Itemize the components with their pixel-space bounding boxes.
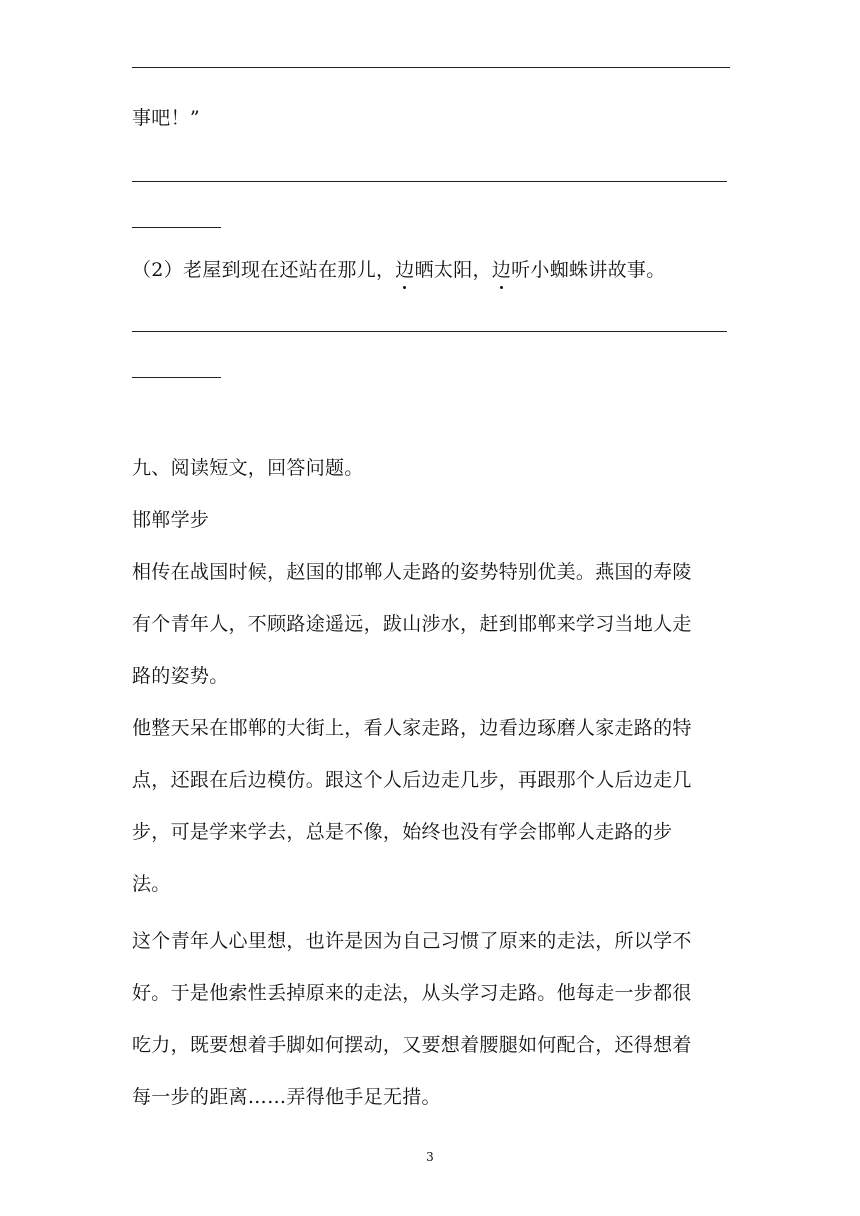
answer-line [132,181,727,182]
question-8-2-suffix: 听小蜘蛛讲故事。 [511,259,666,281]
passage-line: 好。于是他索性丢掉原来的走法，从头学习走路。他每走一步都很 [132,982,692,1004]
passage-line: 有个青年人，不顾路途遥远，跋山涉水，赶到邯郸来学习当地人走 [132,613,692,635]
passage-line: 相传在战国时候，赵国的邯郸人走路的姿势特别优美。燕国的寿陵 [132,561,692,583]
answer-line [132,67,730,68]
answer-line-short [132,377,221,378]
passage-title: 邯郸学步 [132,509,210,531]
passage-line: 法。 [132,873,171,895]
question-8-2 [132,258,666,282]
passage-line: 这个青年人心里想，也许是因为自己习惯了原来的走法，所以学不 [132,930,692,952]
passage-line: 点，还跟在后边模仿。跟这个人后边走几步，再跟那个人后边走几 [132,769,692,791]
text-line: 事吧！” [132,107,200,129]
passage-line: 他整天呆在邯郸的大街上，看人家走路，边看边琢磨人家走路的特 [132,717,692,739]
answer-line [132,331,727,332]
section-heading: 九、阅读短文，回答问题。 [132,457,364,479]
answer-line-short [132,227,221,228]
page-number: 3 [426,1150,434,1164]
passage-line: 路的姿势。 [132,665,229,687]
passage-line: 每一步的距离……弄得他手足无措。 [132,1086,441,1108]
question-8-2-middle: 晒太阳， [414,259,492,281]
passage-line: 吃力，既要想着手脚如何摆动，又要想着腰腿如何配合，还得想着 [132,1034,692,1056]
emphasis-dot-char: 边 [395,259,415,281]
question-8-2-prefix: （2）老屋到现在还站在那儿， [132,259,396,281]
emphasis-dot-char: 边 [491,259,512,281]
passage-line: 步，可是学来学去，总是不像，始终也没有学会邯郸人走路的步 [132,821,673,843]
